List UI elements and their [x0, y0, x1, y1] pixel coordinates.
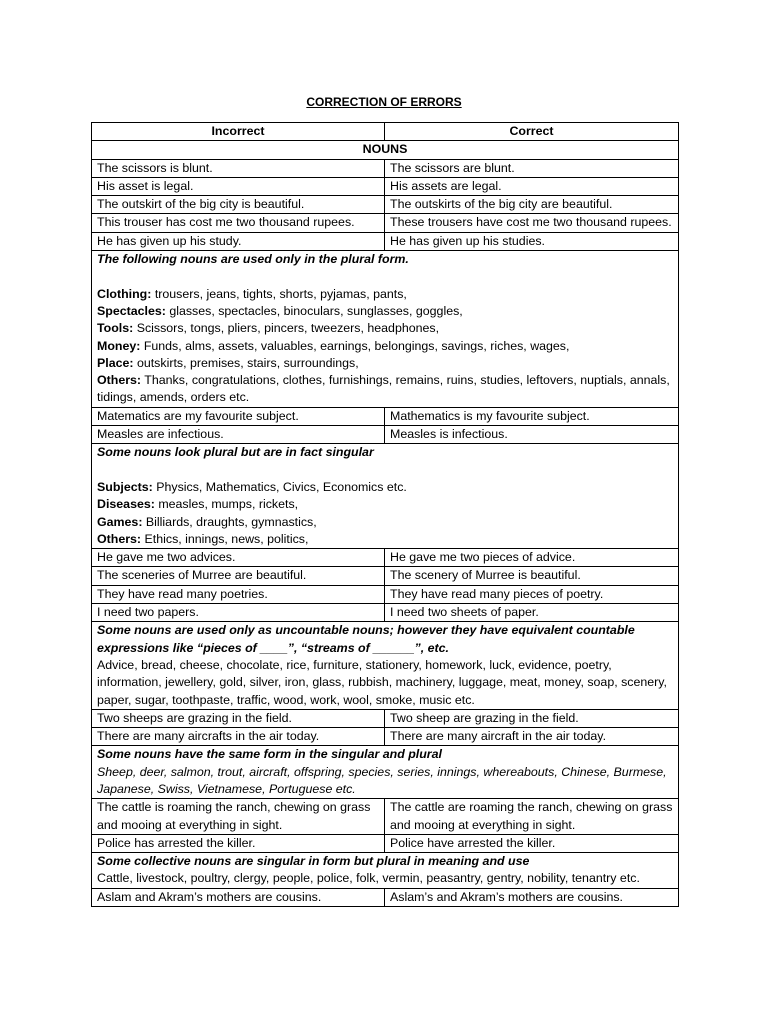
header-incorrect: Incorrect: [92, 123, 385, 141]
note-row: [92, 746, 679, 799]
incorrect-cell: His asset is legal.: [92, 177, 385, 195]
note-line: [97, 286, 673, 303]
note-line: [97, 514, 673, 531]
note-label: Clothing:: [97, 286, 152, 301]
incorrect-cell: Police has arrested the killer.: [92, 834, 385, 852]
note-label: Place:: [97, 355, 134, 370]
correct-cell: These trousers have cost me two thousand rupees.: [385, 214, 679, 232]
note-text: trousers, jeans, tights, shorts, pyjamas, pants,: [151, 286, 407, 301]
note-line: [97, 479, 673, 496]
note-label: Money:: [97, 338, 141, 353]
incorrect-cell: I need two papers.: [92, 604, 385, 622]
note-label: Diseases:: [97, 497, 155, 512]
incorrect-cell: He has given up his study.: [92, 232, 385, 250]
singular-note: [92, 444, 679, 549]
incorrect-cell: Measles are infectious.: [92, 426, 385, 444]
incorrect-cell: Matematics are my favourite subject.: [92, 407, 385, 425]
table-row: [92, 799, 679, 835]
table-row: [92, 196, 679, 214]
note-row: [92, 444, 679, 549]
table-header-row: [92, 123, 679, 141]
table-row: [92, 888, 679, 906]
note-line: [97, 320, 673, 337]
note-text: Cattle, livestock, poultry, clergy, people, police, folk, vermin, peasantry, gentry, nobility, tenantry etc.: [97, 871, 640, 886]
note-spacer: [97, 462, 673, 479]
incorrect-cell: This trouser has cost me two thousand rupees.: [92, 214, 385, 232]
page-title: CORRECTION OF ERRORS: [306, 95, 462, 109]
incorrect-cell: The scissors is blunt.: [92, 159, 385, 177]
note-line: [97, 496, 673, 513]
section-row: [92, 141, 679, 159]
correct-cell: Police have arrested the killer.: [385, 834, 679, 852]
incorrect-cell: The outskirt of the big city is beautiful.: [92, 196, 385, 214]
correct-cell: The scissors are blunt.: [385, 159, 679, 177]
incorrect-cell: The sceneries of Murree are beautiful.: [92, 567, 385, 585]
note-line: [97, 303, 673, 320]
note-label: Others:: [97, 531, 142, 546]
note-heading: Some nouns are used only as uncountable nouns; however they have equivalent countable expressions like “pieces of ____”, “streams of ______”, etc.: [97, 623, 635, 655]
note-text: Billiards, draughts, gymnastics,: [142, 514, 317, 529]
note-line: [97, 355, 673, 372]
correct-cell: The scenery of Murree is beautiful.: [385, 567, 679, 585]
incorrect-cell: Two sheeps are grazing in the field.: [92, 709, 385, 727]
table-row: [92, 604, 679, 622]
correct-cell: Mathematics is my favourite subject.: [385, 407, 679, 425]
note-text: measles, mumps, rickets,: [154, 497, 299, 512]
collective-note: [92, 853, 679, 889]
note-row: [92, 622, 679, 709]
correct-cell: He gave me two pieces of advice.: [385, 549, 679, 567]
incorrect-cell: He gave me two advices.: [92, 549, 385, 567]
note-row: [92, 853, 679, 889]
note-label: Tools:: [97, 321, 134, 336]
correct-cell: Aslam’s and Akram’s mothers are cousins.: [385, 888, 679, 906]
correct-cell: The cattle are roaming the ranch, chewing on grass and mooing at everything in sight.: [385, 799, 679, 835]
correct-cell: His assets are legal.: [385, 177, 679, 195]
note-line: [97, 372, 673, 407]
note-label: Games:: [97, 514, 143, 529]
table-row: [92, 232, 679, 250]
table-row: [92, 407, 679, 425]
sameform-note: [92, 746, 679, 799]
note-text: outskirts, premises, stairs, surroundings,: [133, 355, 359, 370]
table-row: [92, 567, 679, 585]
table-row: [92, 728, 679, 746]
header-correct: Correct: [385, 123, 679, 141]
incorrect-cell: They have read many poetries.: [92, 585, 385, 603]
note-line: [97, 338, 673, 355]
note-text: Scissors, tongs, pliers, pincers, tweezers, headphones,: [133, 321, 440, 336]
note-text: Advice, bread, cheese, chocolate, rice, furniture, stationery, homework, luck, evidence, poetry, information, jewellery, gold, silver, iron, glass, rubbish, machinery, luggage, meat, money, soap, scenery, paper, sugar, toothpaste, traffic, wood, work, wool, smoke, music etc.: [97, 657, 668, 707]
note-text: Physics, Mathematics, Civics, Economics etc.: [152, 479, 407, 494]
note-line: [97, 531, 673, 548]
note-label: Others:: [97, 373, 142, 388]
correct-cell: Two sheep are grazing in the field.: [385, 709, 679, 727]
note-text: Funds, alms, assets, valuables, earnings, belongings, savings, riches, wages,: [140, 338, 570, 353]
incorrect-cell: The cattle is roaming the ranch, chewing on grass and mooing at everything in sight.: [92, 799, 385, 835]
note-heading: Some nouns have the same form in the singular and plural: [97, 747, 442, 762]
note-heading: The following nouns are used only in the plural form.: [97, 252, 409, 267]
note-text: Thanks, congratulations, clothes, furnishings, remains, ruins, studies, leftovers, nuptials, annals, tidings, amends, orders etc.: [97, 373, 670, 405]
uncountable-note: [92, 622, 679, 709]
note-text: Ethics, innings, news, politics,: [141, 531, 309, 546]
correct-cell: The outskirts of the big city are beautiful.: [385, 196, 679, 214]
correct-cell: I need two sheets of paper.: [385, 604, 679, 622]
incorrect-cell: Aslam and Akram’s mothers are cousins.: [92, 888, 385, 906]
correct-cell: He has given up his studies.: [385, 232, 679, 250]
section-title: NOUNS: [92, 141, 679, 159]
note-spacer: [97, 268, 673, 285]
incorrect-cell: There are many aircrafts in the air today.: [92, 728, 385, 746]
note-label: Subjects:: [97, 479, 153, 494]
note-text: Sheep, deer, salmon, trout, aircraft, offspring, species, series, innings, whereabouts, Chinese, Burmese, Japanese, Swiss, Vietnamese, Portuguese etc.: [97, 764, 667, 796]
note-heading: Some nouns look plural but are in fact singular: [97, 445, 374, 460]
table-row: [92, 177, 679, 195]
table-row: [92, 834, 679, 852]
plural-note: [92, 251, 679, 408]
note-heading: Some collective nouns are singular in form but plural in meaning and use: [97, 854, 530, 869]
table-row: [92, 585, 679, 603]
note-text: glasses, spectacles, binoculars, sunglasses, goggles,: [165, 303, 463, 318]
errors-table: [91, 122, 679, 907]
note-row: [92, 251, 679, 408]
table-row: [92, 549, 679, 567]
correct-cell: There are many aircraft in the air today.: [385, 728, 679, 746]
correct-cell: They have read many pieces of poetry.: [385, 585, 679, 603]
note-label: Spectacles:: [97, 303, 166, 318]
table-row: [92, 426, 679, 444]
table-row: [92, 214, 679, 232]
correct-cell: Measles is infectious.: [385, 426, 679, 444]
table-row: [92, 709, 679, 727]
table-row: [92, 159, 679, 177]
